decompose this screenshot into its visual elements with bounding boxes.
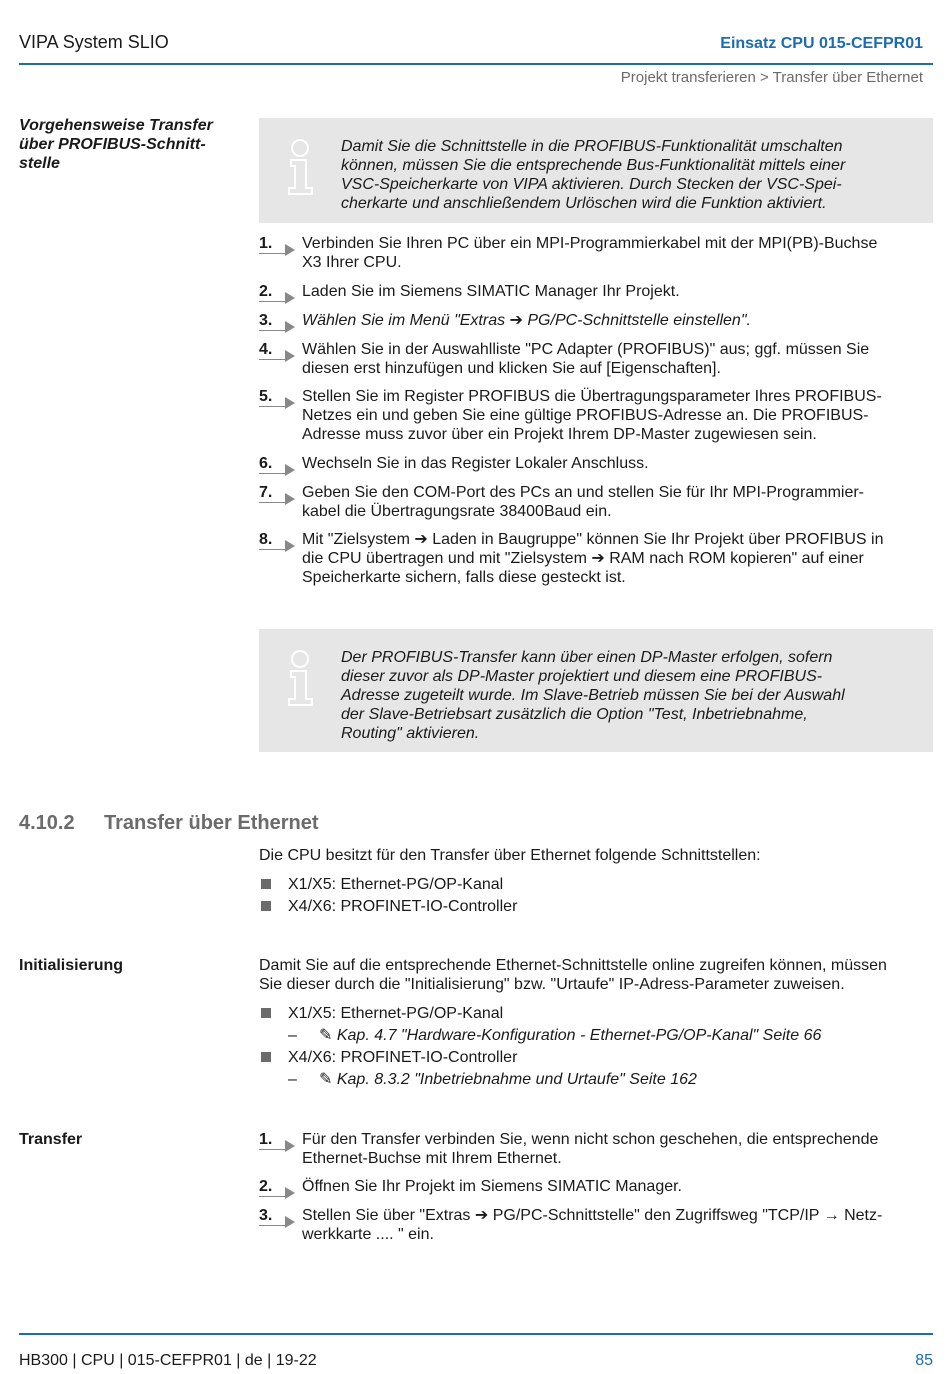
transfer-sidehead: Transfer <box>19 1131 83 1148</box>
init-line: Sie dieser durch die "Initialisierung" bzw. "Urtaufe" IP-Adress-Parameter zuweisen. <box>259 976 845 993</box>
step-arrow-icon <box>285 292 295 304</box>
step-text <box>302 530 933 587</box>
step-line: die CPU übertragen und mit "Zielsystem ➔ RAM nach ROM kopieren" auf einer <box>302 550 864 567</box>
note-line: VSC-Speicherkarte von VIPA aktivieren. Durch Stecken der VSC-Spei- <box>341 176 842 193</box>
reference-arrow-icon: ✎ <box>319 1027 333 1044</box>
step-line: Für den Transfer verbinden Sie, wenn nicht schon geschehen, die entsprechende <box>302 1131 879 1148</box>
step-number: 1. <box>259 234 297 253</box>
step-arrow-icon <box>285 244 295 256</box>
note-line: können, müssen Sie die entsprechende Bus-Funktionalität mittels einer <box>341 157 846 174</box>
info-note-vsc <box>259 118 933 223</box>
footer-rule <box>19 1333 933 1335</box>
step-text <box>302 387 933 444</box>
section-title: Transfer über Ethernet <box>104 812 319 834</box>
step-number: 5. <box>259 387 297 406</box>
sidehead-line: stelle <box>19 155 60 172</box>
step-line: Speicherkarte sichern, falls diese gesteckt ist. <box>302 569 626 586</box>
step-line: Mit "Zielsystem ➔ Laden in Baugruppe" können Sie Ihr Projekt über PROFIBUS in <box>302 531 884 548</box>
step-line: Laden Sie im Siemens SIMATIC Manager Ihr Projekt. <box>302 283 680 300</box>
section-number: 4.10.2 <box>19 812 75 834</box>
step-line: kabel die Übertragungsrate 38400Baud ein. <box>302 503 612 520</box>
note-text <box>341 648 915 743</box>
step-line: diesen erst hinzufügen und klicken Sie auf [Eigenschaften]. <box>302 360 721 377</box>
step-line: Öffnen Sie Ihr Projekt im Siemens SIMATIC Manager. <box>302 1178 682 1195</box>
bullet-text: X4/X6: PROFINET-IO-Controller <box>288 1049 518 1066</box>
step-number: 2. <box>259 282 297 301</box>
bullet-text: X4/X6: PROFINET-IO-Controller <box>288 898 518 915</box>
step-arrow-icon <box>285 1140 295 1152</box>
step-number: 3. <box>259 311 297 330</box>
sidehead-line: über PROFIBUS-Schnitt- <box>19 136 206 153</box>
reference-link[interactable] <box>319 1026 821 1045</box>
note-line: Damit Sie die Schnittstelle in die PROFIBUS-Funktionalität umschalten <box>341 138 843 155</box>
init-line: Damit Sie auf die entsprechende Ethernet-Schnittstelle online zugreifen können, müssen <box>259 957 887 974</box>
footer-doc-id: HB300 | CPU | 015-CEFPR01 | de | 19-22 <box>19 1352 317 1369</box>
note-line: der Slave-Betriebsart zusätzlich die Option "Test, Inbetriebnahme, <box>341 706 808 723</box>
step-line: Ethernet-Buchse mit Ihrem Ethernet. <box>302 1150 562 1167</box>
step-number: 3. <box>259 1206 297 1225</box>
ethernet-intro: Die CPU besitzt für den Transfer über Ethernet folgende Schnittstellen: <box>259 847 761 864</box>
dash: – <box>288 1027 297 1044</box>
bullet-square-icon <box>261 1008 271 1018</box>
reference-link[interactable] <box>319 1070 697 1089</box>
sidehead-line: Vorgehensweise Transfer <box>19 117 213 134</box>
init-sidehead: Initialisierung <box>19 957 124 974</box>
bullet-square-icon <box>261 879 271 889</box>
bullet-text: X1/X5: Ethernet-PG/OP-Kanal <box>288 1005 504 1022</box>
step-arrow-icon <box>285 493 295 505</box>
step-line: Geben Sie den COM-Port des PCs an und stellen Sie für Ihr MPI-Programmier- <box>302 484 864 501</box>
reference-text: Kap. 8.3.2 "Inbetriebnahme und Urtaufe" Seite 162 <box>336 1071 697 1088</box>
step-line: werkkarte .... " ein. <box>302 1226 434 1243</box>
step-text <box>302 1206 933 1244</box>
step-line: Netzes ein und geben Sie eine gültige PROFIBUS-Adresse an. Die PROFIBUS- <box>302 407 869 424</box>
note-line: Routing" aktivieren. <box>341 725 480 742</box>
bullet-square-icon <box>261 1052 271 1062</box>
step-number: 6. <box>259 454 297 473</box>
step-text <box>302 1177 933 1196</box>
step-line: Wählen Sie im Menü "Extras ➔ PG/PC-Schnittstelle einstellen". <box>302 312 751 329</box>
step-arrow-icon <box>285 464 295 476</box>
note-text <box>341 137 915 213</box>
step-line: Stellen Sie über "Extras ➔ PG/PC-Schnittstelle" den Zugriffsweg "TCP/IP → Netz- <box>302 1207 883 1224</box>
init-text <box>259 956 933 994</box>
note-line: dieser zuvor als DP-Master projektiert und diesem eine PROFIBUS- <box>341 668 823 685</box>
step-text <box>302 454 933 473</box>
step-number: 7. <box>259 483 297 502</box>
reference-arrow-icon: ✎ <box>319 1071 333 1088</box>
info-icon <box>285 138 317 196</box>
step-arrow-icon <box>285 1216 295 1228</box>
info-icon <box>285 649 317 707</box>
note-line: Der PROFIBUS-Transfer kann über einen DP-Master erfolgen, sofern <box>341 649 833 666</box>
note-line: cherkarte und anschließendem Urlöschen wird die Funktion aktiviert. <box>341 195 827 212</box>
step-text <box>302 282 933 301</box>
breadcrumb: Projekt transferieren > Transfer über Ethernet <box>620 69 923 86</box>
step-line: Wechseln Sie in das Register Lokaler Anschluss. <box>302 455 649 472</box>
bullet-text: X1/X5: Ethernet-PG/OP-Kanal <box>288 876 504 893</box>
step-line: Adresse muss zuvor über ein Projekt Ihrem DP-Master zugewiesen sein. <box>302 426 817 443</box>
dash: – <box>288 1071 297 1088</box>
step-arrow-icon <box>285 540 295 552</box>
step-number: 2. <box>259 1177 297 1196</box>
reference-text: Kap. 4.7 "Hardware-Konfiguration - Ethernet-PG/OP-Kanal" Seite 66 <box>336 1027 822 1044</box>
page-number: 85 <box>915 1352 933 1369</box>
note-line: Adresse zugeteilt wurde. Im Slave-Betrieb müssen Sie bei der Auswahl <box>341 687 845 704</box>
step-arrow-icon <box>285 1187 295 1199</box>
step-line: X3 Ihrer CPU. <box>302 254 402 271</box>
bullet-square-icon <box>261 901 271 911</box>
step-number: 8. <box>259 530 297 549</box>
step-line: Wählen Sie in der Auswahlliste "PC Adapter (PROFIBUS)" aus; ggf. müssen Sie <box>302 341 870 358</box>
header-rule <box>19 63 933 65</box>
step-arrow-icon <box>285 350 295 362</box>
step-text <box>302 1130 933 1168</box>
step-line: Stellen Sie im Register PROFIBUS die Übertragungsparameter Ihres PROFIBUS- <box>302 388 882 405</box>
step-number: 4. <box>259 340 297 359</box>
step-text <box>302 340 933 378</box>
step-line: Verbinden Sie Ihren PC über ein MPI-Programmierkabel mit der MPI(PB)-Buchse <box>302 235 878 252</box>
step-text <box>302 483 933 521</box>
step-number: 1. <box>259 1130 297 1149</box>
step-arrow-icon <box>285 397 295 409</box>
step-arrow-icon <box>285 321 295 333</box>
header-chapter: Einsatz CPU 015-CEFPR01 <box>720 35 923 52</box>
step-text <box>302 311 933 330</box>
profibus-sidehead <box>19 116 239 173</box>
header-product: VIPA System SLIO <box>19 32 169 52</box>
info-note-dp-master <box>259 629 933 752</box>
step-text <box>302 234 933 272</box>
